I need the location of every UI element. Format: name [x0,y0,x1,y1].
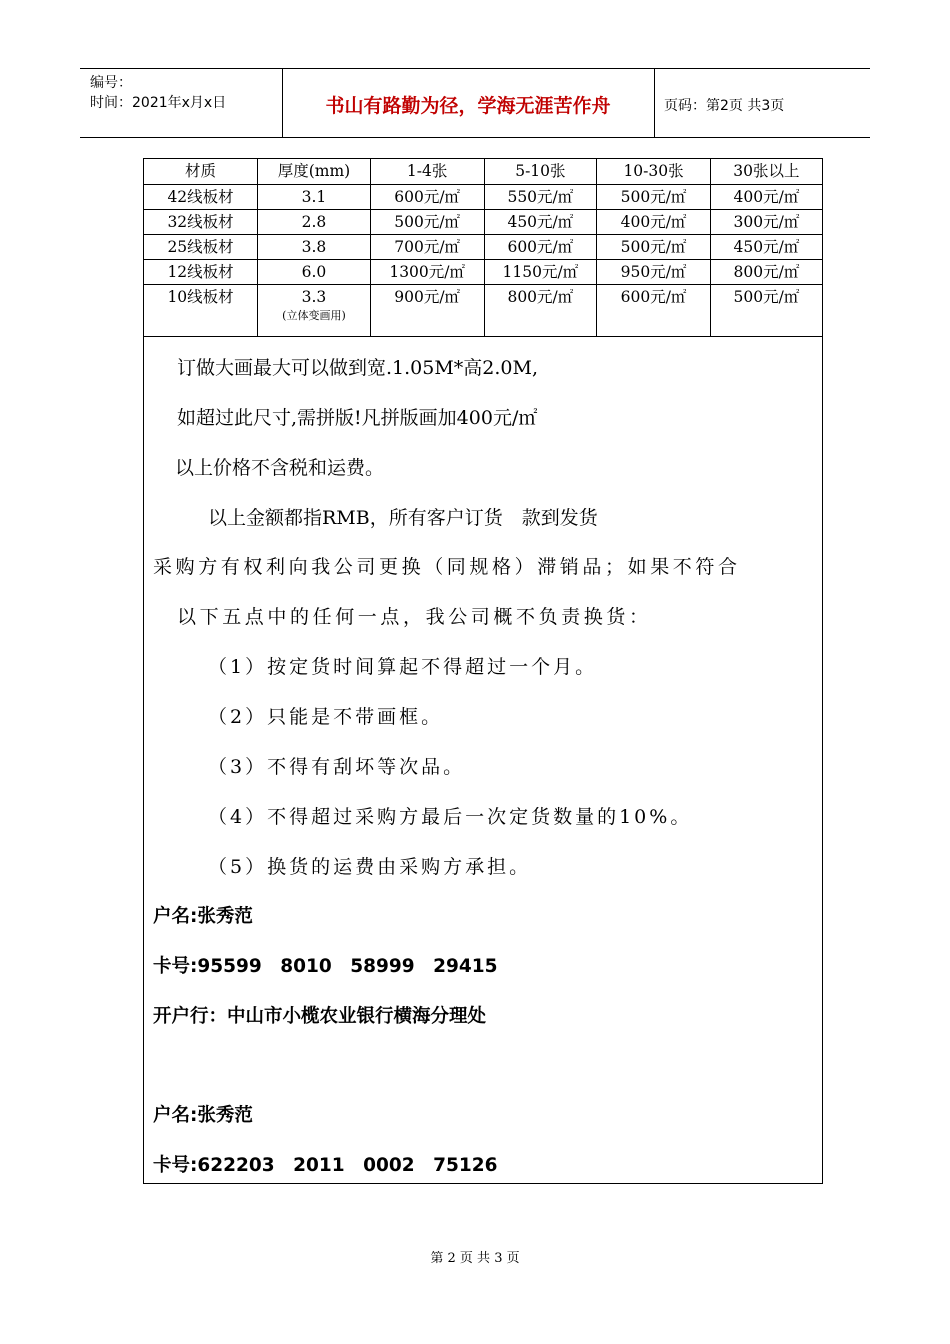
table-cell: 400元/㎡ [710,184,822,209]
table-cell: 600元/㎡ [597,284,711,336]
document-time-label: 时间：2021年x月x日 [90,95,227,111]
table-cell: 12线板材 [144,259,258,284]
table-cell: 25线板材 [144,234,258,259]
condition-item: （1）按定货时间算起不得超过一个月。 [208,656,598,678]
table-cell: 500元/㎡ [370,209,484,234]
table-cell: 600元/㎡ [370,184,484,209]
account-name: 户名:张秀范 [153,1105,253,1126]
condition-item: （2）只能是不带画框。 [208,706,444,728]
table-cell: 2.8 [258,209,371,234]
table-cell: 700元/㎡ [370,234,484,259]
thickness-note: (立体变画用) [282,308,346,322]
price-table [144,159,822,337]
condition-item: （4）不得超过采购方最后一次定货数量的10%。 [208,806,693,828]
table-header-row [144,159,822,184]
table-cell: 600元/㎡ [484,234,597,259]
table-cell: 32线板材 [144,209,258,234]
table-cell: 450元/㎡ [484,209,597,234]
table-row [144,209,822,234]
table-cell: 42线板材 [144,184,258,209]
table-cell: 800元/㎡ [484,284,597,336]
table-cell: 6.0 [258,259,371,284]
page-header [80,68,870,138]
table-row [144,259,822,284]
table-cell: 950元/㎡ [597,259,711,284]
column-header: 5-10张 [484,159,597,184]
exchange-intro-text: 采购方有权利向我公司更换（同规格）滞销品；如果不符合 [153,556,741,578]
condition-item: （5）换货的运费由采购方承担。 [208,856,532,878]
oversize-text: 如超过此尺寸,需拼版!凡拼版画加400元/㎡ [177,407,538,429]
table-cell: 500元/㎡ [597,234,711,259]
column-header: 材质 [144,159,258,184]
table-cell: 550元/㎡ [484,184,597,209]
column-header: 10-30张 [597,159,711,184]
table-cell: 3.8 [258,234,371,259]
table-cell: 1300元/㎡ [370,259,484,284]
column-header: 厚度(mm) [258,159,371,184]
table-cell: 800元/㎡ [710,259,822,284]
card-number: 卡号:95599 8010 58999 29415 [153,956,498,977]
bank-name: 开户行：中山市小榄农业银行横海分理处 [153,1006,487,1027]
table-cell: 500元/㎡ [710,284,822,336]
header-meta [90,73,226,113]
header-motto: 书山有路勤为径，学海无涯苦作舟 [325,95,611,117]
header-divider [654,69,655,137]
table-cell [258,284,371,336]
table-cell: 10线板材 [144,284,258,336]
column-header: 1-4张 [370,159,484,184]
table-cell: 500元/㎡ [597,184,711,209]
payment-text: 以上金额都指RMB，所有客户订货 款到发货 [208,507,598,529]
table-row [144,234,822,259]
table-cell: 300元/㎡ [710,209,822,234]
condition-item: （3）不得有刮坏等次品。 [208,756,466,778]
size-limit-text: 订做大画最大可以做到宽.1.05M*高2.0M, [177,357,539,379]
document-number-label: 编号： [90,75,132,91]
thickness-value: 3.3 [301,287,327,306]
exchange-conditions-text: 以下五点中的任何一点，我公司概不负责换货： [177,606,652,628]
table-row [144,184,822,209]
content-box [143,158,823,1184]
header-page-info: 页码：第2页 共3页 [664,98,785,114]
column-header: 30张以上 [710,159,822,184]
table-cell: 450元/㎡ [710,234,822,259]
table-cell: 1150元/㎡ [484,259,597,284]
table-cell: 900元/㎡ [370,284,484,336]
table-cell: 3.1 [258,184,371,209]
card-number: 卡号:622203 2011 0002 75126 [153,1155,498,1176]
page-footer: 第 2 页 共 3 页 [430,1251,520,1266]
account-name: 户名:张秀范 [153,906,253,927]
table-row [144,284,822,336]
table-cell: 400元/㎡ [597,209,711,234]
tax-note-text: 以上价格不含税和运费。 [175,457,385,479]
